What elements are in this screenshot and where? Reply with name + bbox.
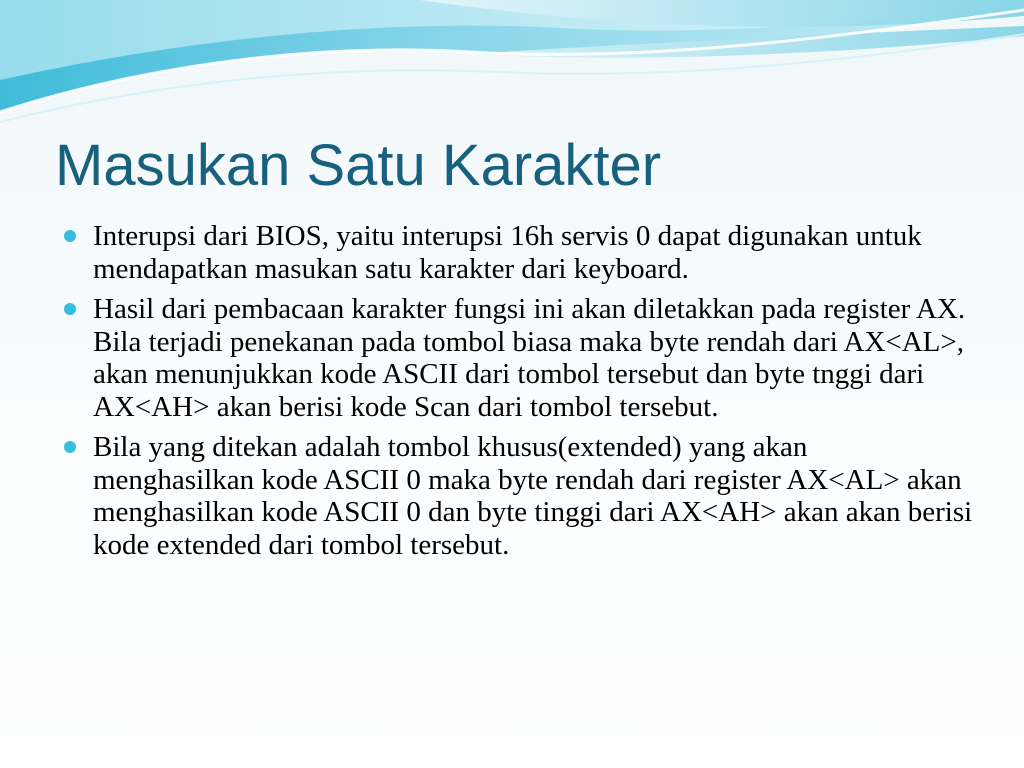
bullet-dot-icon	[64, 230, 76, 242]
bullet-item	[64, 431, 974, 561]
decorative-wave-header	[0, 0, 1024, 130]
bullet-item	[64, 293, 974, 423]
bullet-list	[64, 220, 974, 569]
bullet-dot-icon	[64, 303, 76, 315]
bullet-item	[64, 220, 974, 285]
bullet-text: Interupsi dari BIOS, yaitu interupsi 16h servis 0 dapat digunakan untuk mendapatkan masukan satu karakter dari keyboard.	[93, 220, 922, 285]
bullet-text: Hasil dari pembacaan karakter fungsi ini akan diletakkan pada register AX. Bila terjadi penekanan pada tombol biasa maka byte rendah dari AX<AL>, akan menunjukkan kode ASCII dari tombol tersebut dan byte tnggi dari AX<AH> akan berisi kode Scan dari tombol tersebut.	[93, 293, 966, 423]
bullet-dot-icon	[64, 441, 76, 453]
bullet-text: Bila yang ditekan adalah tombol khusus(extended) yang akan menghasilkan kode ASCII 0 maka byte rendah dari register AX<AL> akan menghasilkan kode ASCII 0 dan byte tinggi dari AX<AH> akan akan berisi kode extended dari tombol tersebut.	[93, 431, 973, 561]
slide-title: Masukan Satu Karakter	[55, 133, 662, 198]
